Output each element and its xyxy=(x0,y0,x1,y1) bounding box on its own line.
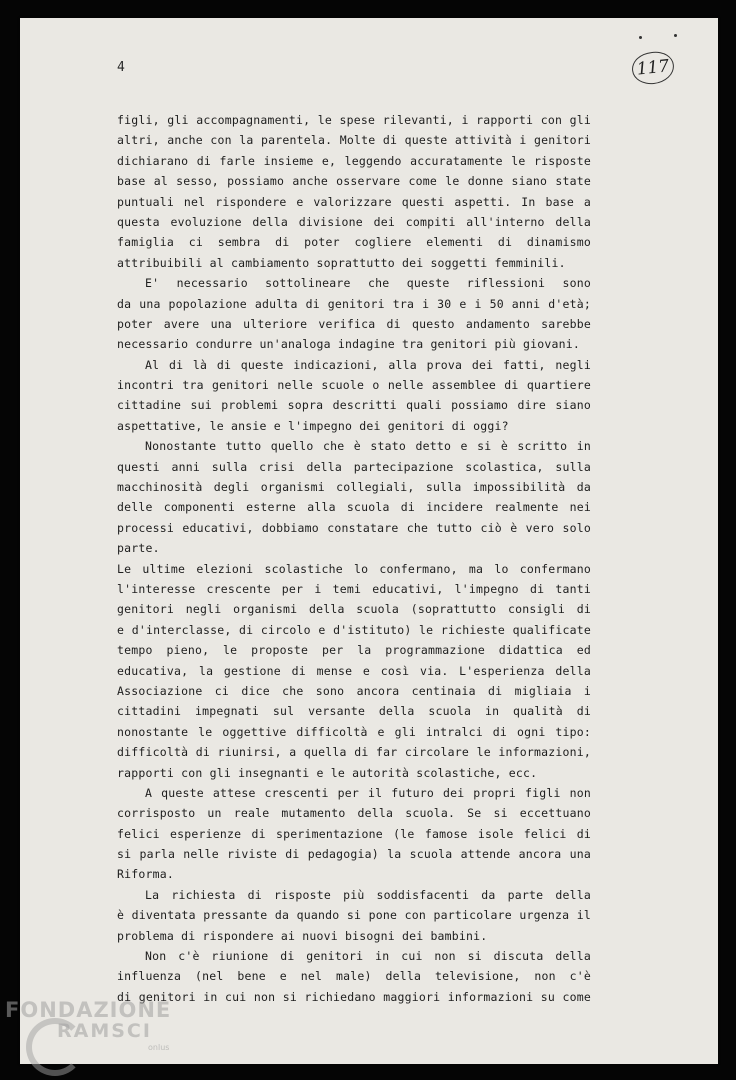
text-line: poter avere una ulteriore verifica di questo andamento sarebbe xyxy=(117,316,591,331)
text-line: incontri tra genitori nelle scuole o nelle assemblee di quartiere xyxy=(117,378,591,393)
text-line: attribuibili al cambiamento soprattutto dei soggetti femminili. xyxy=(117,255,566,270)
watermark-line2: RAMSCI xyxy=(57,1020,152,1042)
watermark-line1: FONDAZIONE xyxy=(5,998,172,1022)
text-line: e d'interclasse, di circolo e d'istituto) le richieste qualificate xyxy=(117,622,591,637)
text-line: cittadini impegnati sul versante della scuola in qualità di xyxy=(117,704,591,719)
text-line: base al sesso, possiamo anche osservare come le donne siano state xyxy=(117,174,591,189)
text-line: E' necessario sottolineare che queste riflessioni sono xyxy=(145,276,591,291)
text-line: tempo pieno, le proposte per la programmazione didattica ed xyxy=(117,643,591,658)
text-line: problema di rispondere ai nuovi bisogni dei bambini. xyxy=(117,928,488,943)
text-line: famiglia ci sembra di poter cogliere elementi di dinamismo xyxy=(117,235,591,250)
page-number: 4 xyxy=(117,60,125,75)
text-line: di genitori in cui non si richiedano maggiori informazioni su come xyxy=(117,989,591,1004)
text-line: necessario condurre un'analoga indagine tra genitori più giovani. xyxy=(117,337,581,352)
text-line: educativa, la gestione di mense e così via. L'esperienza della xyxy=(117,663,591,678)
archive-number-text: 117 xyxy=(635,56,671,80)
ink-mark xyxy=(674,34,677,37)
text-line: aspettative, le ansie e l'impegno dei genitori di oggi? xyxy=(117,418,509,433)
text-line: Al di là di queste indicazioni, alla prova dei fatti, negli xyxy=(145,357,591,372)
text-line: dichiarano di farle insieme e, leggendo accuratamente le risposte xyxy=(117,153,591,168)
text-line: difficoltà di riunirsi, a quella di far circolare le informazioni, xyxy=(117,745,591,760)
text-line: Riforma. xyxy=(117,867,174,882)
document-page xyxy=(20,18,718,1064)
text-line: nonostante le oggettive difficoltà e gli intralci di ogni tipo: xyxy=(117,724,591,739)
text-line: macchinosità degli organismi collegiali, sulla impossibilità da xyxy=(117,480,591,495)
text-line: A queste attese crescenti per il futuro dei propri figli non xyxy=(145,785,591,800)
text-line: figli, gli accompagnamenti, le spese rilevanti, i rapporti con gli xyxy=(117,113,591,127)
watermark-g-icon xyxy=(26,1018,84,1076)
text-line: La richiesta di risposte più soddisfacenti da parte della xyxy=(145,887,591,902)
text-line: influenza (nel bene e nel male) della televisione, non c'è xyxy=(117,969,591,984)
text-line: rapporti con gli insegnanti e le autorità scolastiche, ecc. xyxy=(117,765,538,780)
text-line: Non c'è riunione di genitori in cui non si discuta della xyxy=(145,949,591,964)
text-line: corrisposto un reale mutamento della scuola. Se si eccettuano xyxy=(117,806,591,821)
text-line: genitori negli organismi della scuola (soprattutto consigli di xyxy=(117,602,591,617)
text-line: si parla nelle riviste di pedagogia) la scuola attende ancora una xyxy=(117,847,591,862)
text-line: è diventata pressante da quando si pone con particolare urgenza il xyxy=(117,908,591,923)
text-line: Le ultime elezioni scolastiche lo confermano, ma lo confermano xyxy=(117,561,591,576)
text-line: da una popolazione adulta di genitori tra i 30 e i 50 anni d'età; xyxy=(117,296,591,311)
text-line: cittadine sui problemi sopra descritti quali possiamo dire siano xyxy=(117,398,591,413)
text-line: questi anni sulla crisi della partecipazione scolastica, sulla xyxy=(117,459,591,474)
text-line: Associazione ci dice che sono ancora centinaia di migliaia i xyxy=(117,683,591,698)
text-line: questa evoluzione della divisione dei compiti all'interno della xyxy=(117,214,591,229)
body-text xyxy=(117,110,591,1007)
text-line: puntuali nel rispondere e valorizzare questi aspetti. In base a xyxy=(117,194,591,209)
text-line: altri, anche con la parentela. Molte di queste attività i genitori xyxy=(117,133,591,148)
archive-number-handwritten xyxy=(630,50,675,86)
text-line: felici esperienze di sperimentazione (le famose isole felici di xyxy=(117,826,591,841)
text-line: processi educativi, dobbiamo constatare che tutto ciò è vero solo xyxy=(117,520,591,535)
text-line: Nonostante tutto quello che è stato detto e si è scritto in xyxy=(145,439,591,454)
text-line: delle componenti esterne alla scuola di incidere realmente nei xyxy=(117,500,591,515)
text-line: parte. xyxy=(117,541,160,556)
ink-mark xyxy=(639,36,642,39)
text-line: l'interesse crescente per i temi educativi, l'impegno di tanti xyxy=(117,581,591,596)
watermark-suffix: onlus xyxy=(148,1043,170,1052)
